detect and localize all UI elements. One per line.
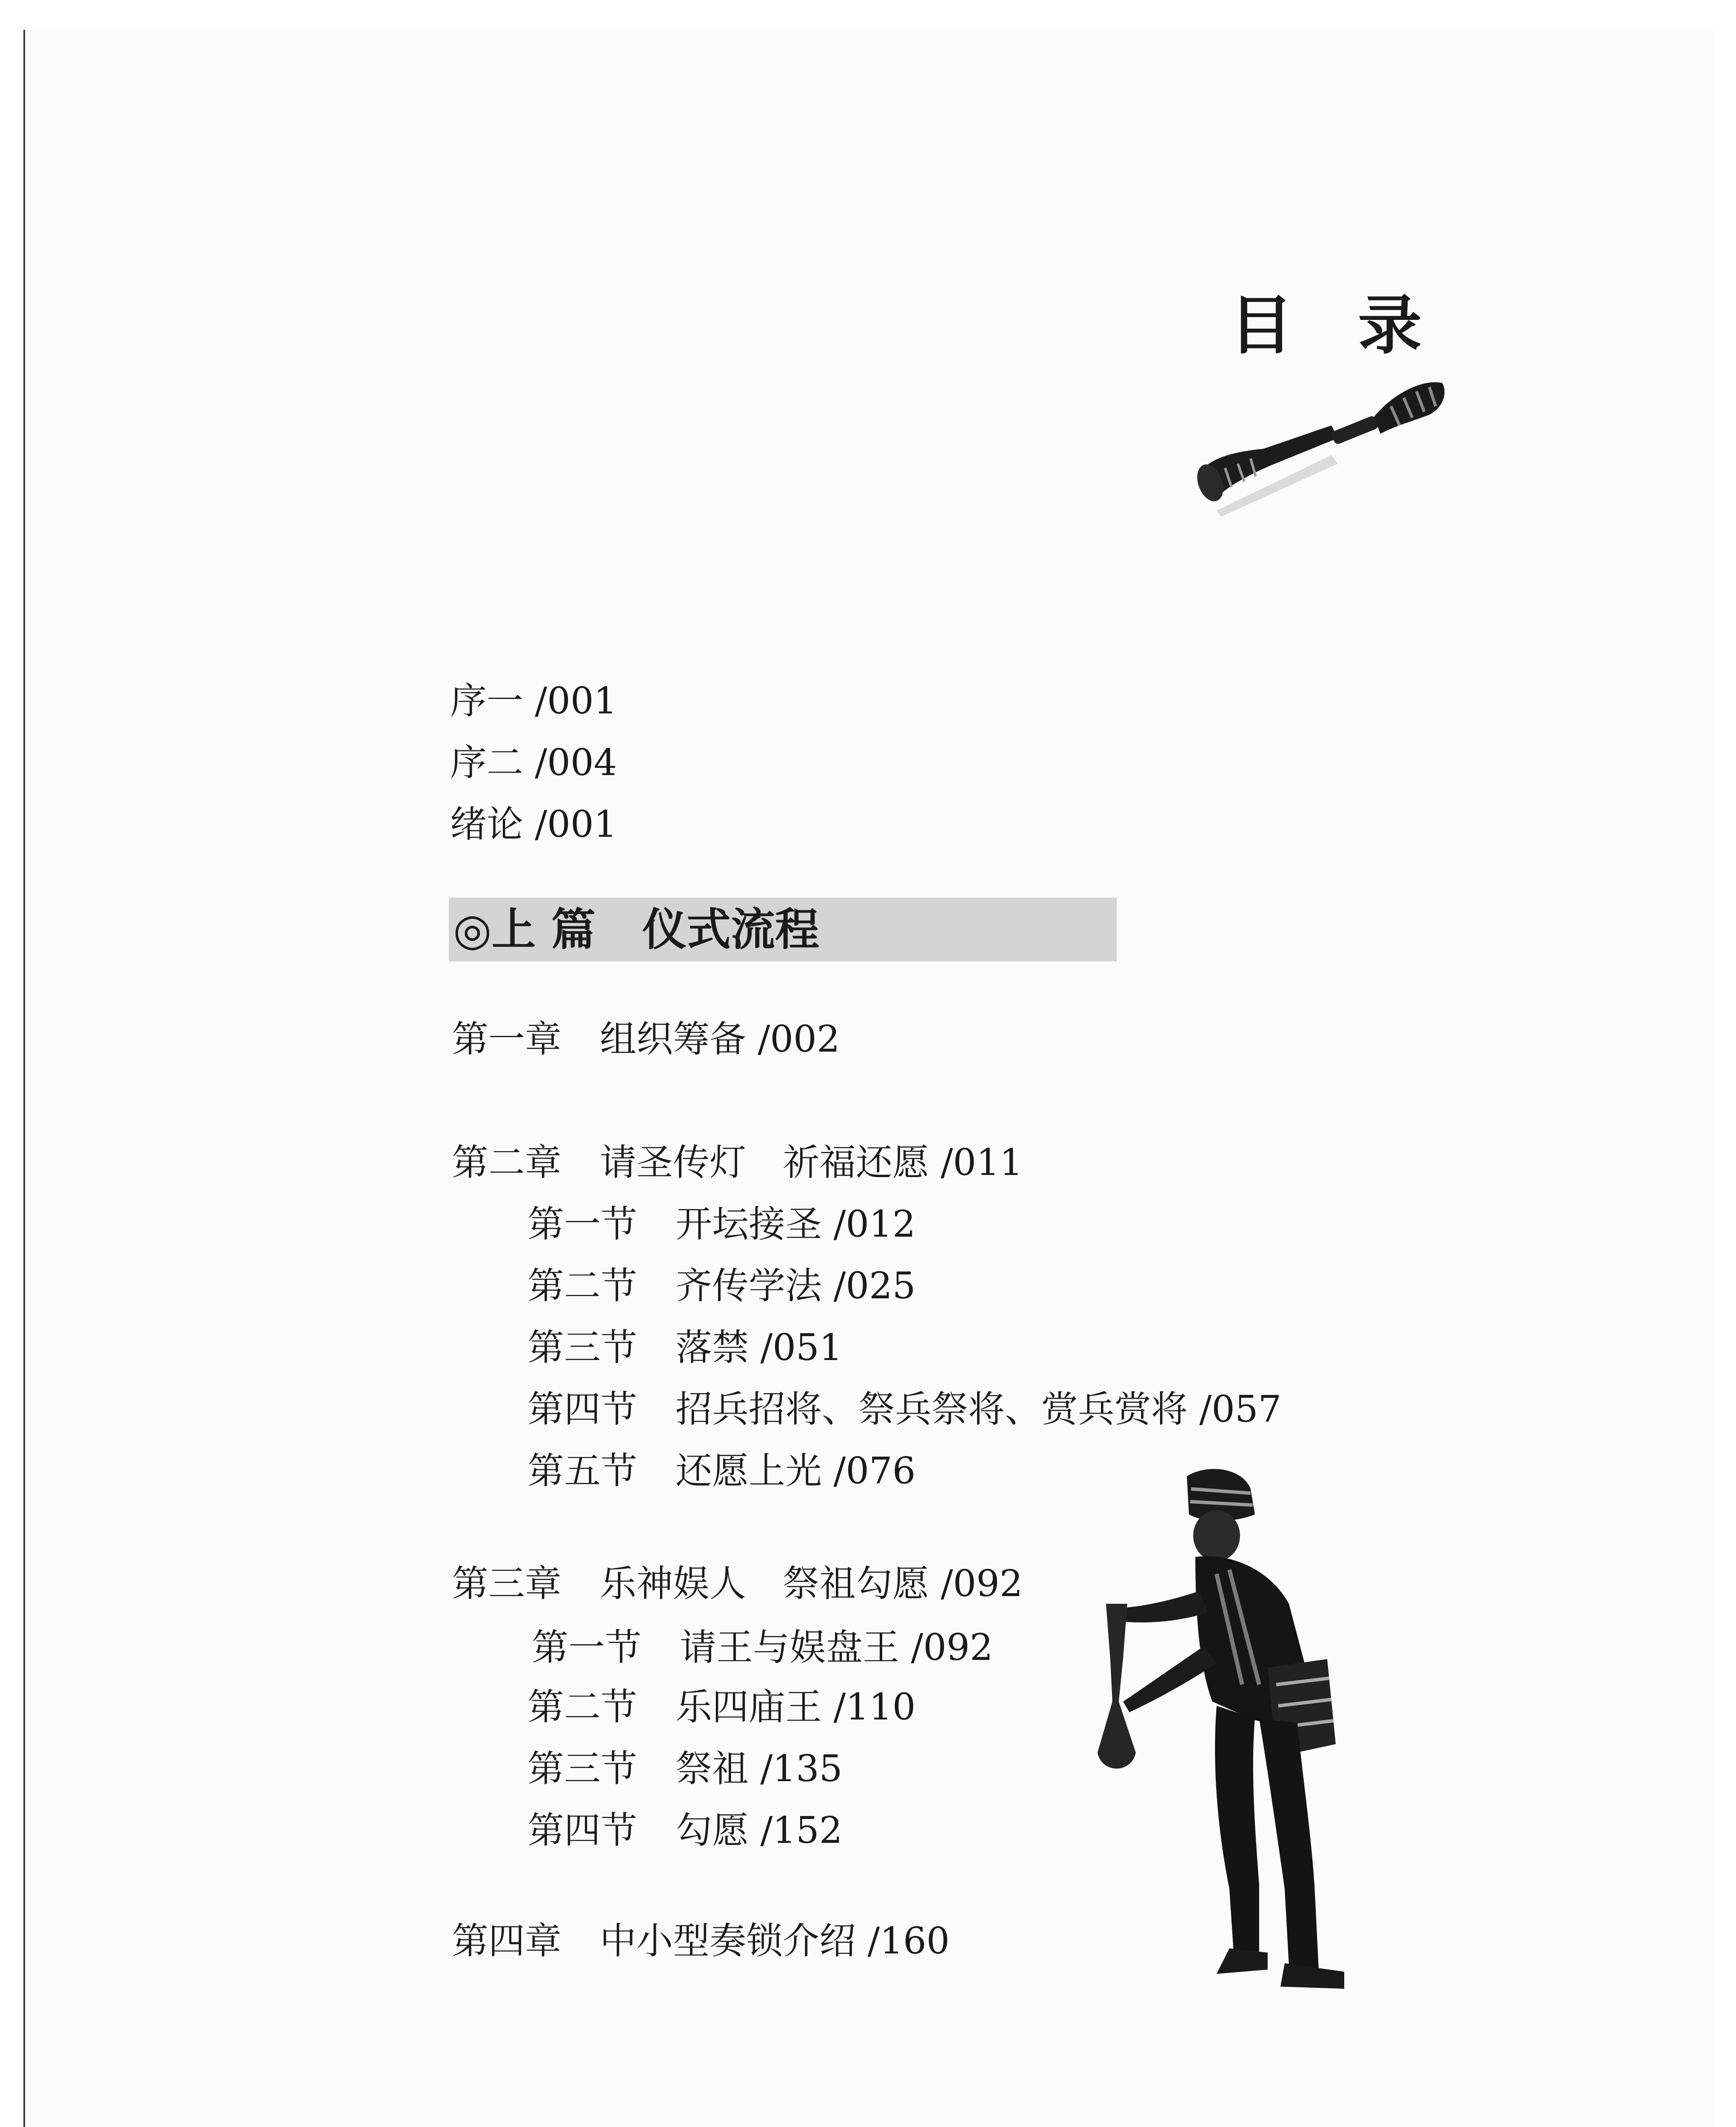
toc-ch2-section-4[interactable]	[527, 1388, 1282, 1431]
chapter-title: 组织筹备 /002	[600, 1018, 840, 1061]
section-title: 落禁 /051	[676, 1326, 843, 1369]
toc-chapter-1[interactable]	[452, 1018, 840, 1061]
section-number: 第三节	[527, 1748, 637, 1790]
part-banner	[449, 898, 1117, 961]
section-number: 第四节	[527, 1388, 637, 1431]
toc-preface-1[interactable]: 序一 /001	[450, 680, 617, 722]
toc-ch3-section-3[interactable]	[527, 1748, 843, 1790]
chapter-number: 第三章	[452, 1562, 562, 1605]
toc-ch2-section-1[interactable]	[527, 1203, 916, 1246]
toc-ch2-section-3[interactable]	[527, 1326, 843, 1369]
toc-introduction[interactable]: 绪论 /001	[450, 803, 617, 846]
chapter-title: 请圣传灯 祈福还愿 /011	[600, 1141, 1023, 1184]
toc-ch3-section-4[interactable]	[527, 1809, 843, 1852]
section-number: 第五节	[527, 1450, 637, 1492]
toc-chapter-3[interactable]	[452, 1562, 1023, 1605]
page-title: 目 录	[1229, 288, 1443, 363]
toc-ch3-section-1[interactable]	[532, 1626, 993, 1669]
chapter-number: 第四章	[452, 1920, 562, 1962]
section-title: 乐四庙王 /110	[676, 1686, 916, 1728]
section-number: 第三节	[527, 1326, 637, 1369]
section-number: 第二节	[527, 1686, 637, 1728]
chapter-title: 中小型奏锁介绍 /160	[600, 1920, 950, 1962]
chapter-title: 乐神娱人 祭祖勾愿 /092	[600, 1562, 1023, 1605]
part-name: 仪式流程	[642, 903, 819, 955]
toc-ch3-section-2[interactable]	[527, 1686, 916, 1728]
chapter-number: 第一章	[452, 1018, 562, 1061]
toc-ch2-section-5[interactable]	[527, 1450, 916, 1492]
section-number: 第四节	[527, 1809, 637, 1852]
section-number: 第一节	[527, 1203, 637, 1246]
toc-chapter-4[interactable]	[452, 1920, 950, 1962]
section-title: 祭祖 /135	[676, 1748, 843, 1790]
document-page	[23, 30, 1714, 2127]
suona-illustration	[1191, 370, 1455, 540]
section-title: 齐传学法 /025	[676, 1265, 916, 1307]
section-title: 勾愿 /152	[676, 1809, 843, 1852]
toc-ch2-section-2[interactable]	[527, 1265, 916, 1307]
part-marker: ◎上 篇	[453, 903, 596, 955]
section-number: 第一节	[532, 1626, 641, 1669]
section-title: 请王与娱盘王 /092	[680, 1626, 993, 1669]
dancer-illustration	[1089, 1463, 1395, 1999]
section-number: 第二节	[527, 1265, 637, 1307]
toc-preface-2[interactable]: 序二 /004	[450, 741, 617, 784]
chapter-number: 第二章	[452, 1141, 562, 1184]
section-title: 还愿上光 /076	[676, 1450, 916, 1492]
toc-chapter-2[interactable]	[452, 1141, 1023, 1184]
section-title: 招兵招将、祭兵祭将、赏兵赏将 /057	[676, 1388, 1282, 1431]
section-title: 开坛接圣 /012	[676, 1203, 916, 1246]
